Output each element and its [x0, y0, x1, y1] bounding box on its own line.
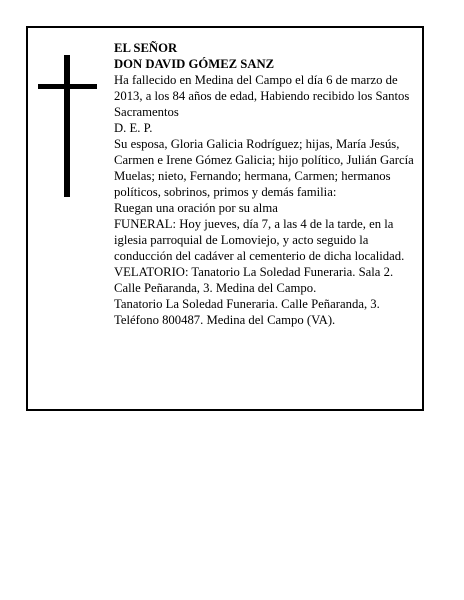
death-announcement: Ha fallecido en Medina del Campo el día 6 de marzo de 2013, a los 84 años de edad, Habiendo recibido los Santos Sacramentos [114, 73, 410, 119]
cross-vertical-bar [64, 55, 70, 197]
family-list: Su esposa, Gloria Galicia Rodríguez; hijas, María Jesús, Carmen e Irene Gómez Galicia; hijo político, Julián García Muelas; nieto, Fernando; hermana, Carmen; hermanos políticos, sobrinos, primos y demás familia: [114, 137, 414, 199]
cross-horizontal-bar [38, 84, 97, 89]
deceased-name: DON DAVID GÓMEZ SANZ [114, 57, 275, 71]
funeral-home-contact: Tanatorio La Soledad Funeraria. Calle Peñaranda, 3. Teléfono 800487. Medina del Campo (VA). [114, 297, 380, 327]
funeral-details: FUNERAL: Hoy jueves, día 7, a las 4 de la tarde, en la iglesia parroquial de Lomoviejo, y acto seguido la conducción del cadáver al cementerio de dicha localidad. [114, 217, 405, 263]
dep-line: D. E. P. [114, 121, 153, 135]
latin-cross-icon [38, 55, 97, 197]
prayer-request: Ruegan una oración por su alma [114, 201, 278, 215]
title-line-1: EL SEÑOR [114, 41, 178, 55]
wake-details: VELATORIO: Tanatorio La Soledad Funeraria. Sala 2. Calle Peñaranda, 3. Medina del Campo. [114, 265, 394, 295]
obituary-text [114, 40, 420, 328]
